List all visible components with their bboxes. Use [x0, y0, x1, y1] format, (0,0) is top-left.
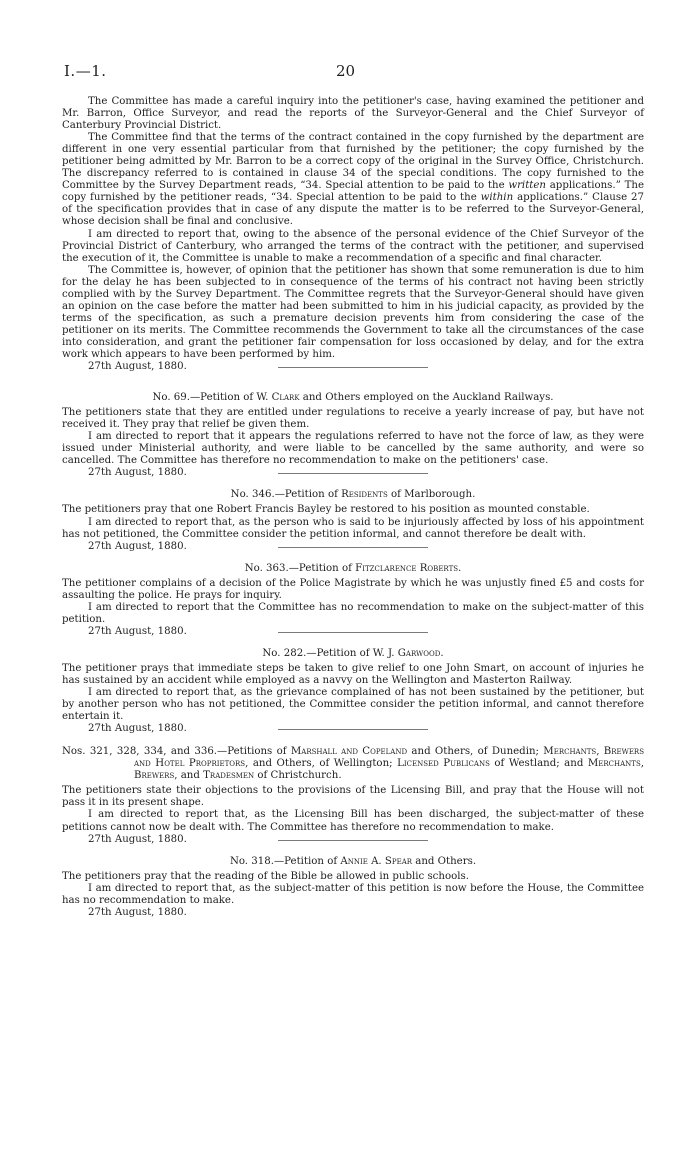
committee-report: I am directed to report that the Committee has no recommendation to make on the subject-matter of this petition. — [62, 601, 644, 625]
report-date: 27th August, 1880. — [88, 723, 187, 735]
title-text: No. 346.—Petition of — [230, 489, 342, 501]
paragraph: The Committee has made a careful inquiry into the petitioner's case, having examined the petitioner and Mr. Barron, Office Surveyor, and read the reports of the Surveyor-General and the Chief Surveyor of Canterbury Provincial District. — [62, 96, 644, 132]
petition-summary: The petitioners state that they are entitled under regulations to receive a yearly increase of pay, but have not received it. They pray that relief be given them. — [62, 407, 644, 431]
petition-summary: The petitioners pray that the reading of the Bible be allowed in public schools. — [62, 870, 469, 882]
section-divider — [278, 729, 428, 730]
petitioner-name: Marshall and Copeland — [290, 746, 408, 758]
title-text: , and — [174, 770, 204, 782]
title-text: . — [440, 647, 444, 659]
title-text: No. 363.—Petition of — [244, 562, 356, 574]
committee-report: I am directed to report that, as the grievance complained of has not been sustained by the petitioner, but by another person who has not petitioned, the Committee consider the petition informal, and cannot therefore entertain it. — [62, 687, 644, 723]
petitioner-name: Clark — [271, 392, 300, 404]
section-divider — [278, 632, 428, 633]
petitioner-name: Merchants, Brewers and Hotel Proprietors — [134, 746, 645, 770]
title-text: of Westland; and — [489, 758, 588, 770]
section-divider — [278, 547, 428, 548]
petitioner-name: Garwood — [397, 647, 441, 659]
text-span: applications.” The copy furnished by the petitioner reads, “34. Special attention to be paid to the — [62, 180, 644, 204]
petition-title — [62, 392, 644, 404]
section-divider — [278, 840, 428, 841]
petition-title — [62, 563, 644, 575]
petition-title — [62, 856, 644, 868]
report-date: 27th August, 1880. — [88, 906, 187, 918]
petition-title — [62, 489, 644, 501]
text-span: applications.” Clause 27 of the specification provides that in case of any dispute the matter is to be referred to the Surveyor-General, whose decision shall be final and conclusive. — [62, 192, 644, 228]
committee-report: I am directed to report that, as the person who is said to be injuriously affected by loss of his appointment has not petitioned, the Committee consider the petition informal, and cannot therefore be dealt with. — [62, 516, 644, 540]
petitioner-name: Annie A. Spear — [340, 855, 413, 867]
text-span: The Committee find that the terms of the contract contained in the copy furnished by the department are different in one very essential particular from that furnished by the petitioner; the copy furnished by the petitioner being admitted by Mr. Barron to be a correct copy of the original in the Survey Office, Christchurch. The discrepancy referred to is contained in clause 34 of the special conditions. The copy furnished to the Committee by the Survey Department reads, “34. Special attention to be paid to the — [62, 132, 644, 192]
title-text: No. 318.—Petition of — [229, 855, 341, 867]
committee-report: I am directed to report that it appears the regulations referred to have not the force of law, as they were issued under Ministerial authority, and were liable to be cancelled by the same authority, and were so cancelled. The Committee has therefore no recommendation to make on the petitioners' case. — [62, 431, 644, 467]
page-body — [62, 96, 644, 919]
petitioner-name: Merchants, Brewers — [134, 758, 645, 782]
petition-title — [62, 648, 644, 660]
emphasis-text: within — [480, 192, 514, 204]
paragraph: The Committee is, however, of opinion that the petitioner has shown that some remuneration is due to him for the delay he has been subjected to in consequence of the terms of his contract not having been strictly complied with by the Survey Department. The Committee regrets that the Surveyor-General should have given an opinion on the case before the matter had been submitted to him in his judicial capacity, as provided by the terms of the specification, as such a premature decision prevents him from considering the case of the petitioner on its merits. The Committee recommends the Government to take all the circumstances of the case into consideration, and grant the petitioner fair compensation for loss occasioned by delay, and for the extra work which appears to have been performed by him. — [62, 264, 644, 360]
petition-section-survey-contract — [62, 96, 644, 373]
title-text: of Marlborough. — [387, 489, 476, 501]
petition-section-346 — [62, 489, 644, 552]
paragraph: I am directed to report that, owing to the absence of the personal evidence of the Chief Surveyor of the Provincial District of Canterbury, who arranged the terms of the contract with the petitioner, and supervised the execution of it, the Committee is unable to make a recommendation of a specific and final character. — [62, 228, 644, 264]
petitioner-name: Residents — [341, 489, 388, 501]
report-date: 27th August, 1880. — [88, 833, 187, 845]
title-text: and Others. — [412, 855, 477, 867]
petition-section-69 — [62, 392, 644, 479]
title-text: No. 282.—Petition of W. J. — [262, 647, 398, 659]
committee-report: I am directed to report that, as the Licensing Bill has been discharged, the subject-matter of these petitions cannot now be dealt with. The Committee has therefore no recommendation to make. — [62, 809, 644, 833]
petition-section-licensing-bill — [62, 746, 645, 845]
page-number: 20 — [336, 62, 356, 80]
report-date: 27th August, 1880. — [88, 467, 187, 479]
document-reference: I.—1. — [64, 62, 107, 80]
petition-summary: The petitioners pray that one Robert Francis Bayley be restored to his position as mounted constable. — [62, 504, 590, 516]
petition-summary: The petitioner complains of a decision of the Police Magistrate by which he was unjustly fined £5 and costs for assaulting the police. He prays for inquiry. — [62, 577, 644, 601]
petitioner-name: Licensed Publicans — [397, 758, 490, 770]
emphasis-text: written — [508, 180, 546, 192]
petition-title — [62, 746, 644, 782]
petition-section-282 — [62, 647, 644, 735]
report-date: 27th August, 1880. — [88, 625, 187, 637]
petitioner-name: Fitzclarence Roberts — [355, 562, 459, 574]
title-text: and Others, of Dunedin; — [407, 746, 544, 758]
petition-section-318 — [62, 856, 644, 919]
report-date: 27th August, 1880. — [88, 361, 187, 373]
title-text: . — [458, 562, 462, 574]
petitioner-name: Tradesmen — [203, 770, 255, 782]
section-divider — [278, 473, 428, 474]
petition-summary: The petitioner prays that immediate steps be taken to give relief to one John Smart, on account of injuries he has sustained by an accident while employed as a navvy on the Wellington and Masterton Railway. — [62, 662, 644, 687]
petition-summary: The petitioners state their objections to the provisions of the Licensing Bill, and pray that the House will not pass it in its present shape. — [62, 785, 644, 809]
committee-report: I am directed to report that, as the subject-matter of this petition is now before the House, the Committee has no recommendation to make. — [62, 882, 644, 906]
section-divider — [278, 367, 428, 368]
title-text: No. 69.—Petition of W. — [152, 392, 272, 404]
title-text: and Others employed on the Auckland Railways. — [299, 392, 554, 404]
title-text: Nos. 321, 328, 334, and 336.—Petitions of — [62, 746, 291, 758]
paragraph — [62, 132, 644, 228]
report-date: 27th August, 1880. — [88, 540, 187, 552]
title-text: , and Others, of Wellington; — [245, 758, 398, 770]
title-text: of Christchurch. — [254, 770, 342, 782]
petition-section-363 — [62, 562, 644, 637]
